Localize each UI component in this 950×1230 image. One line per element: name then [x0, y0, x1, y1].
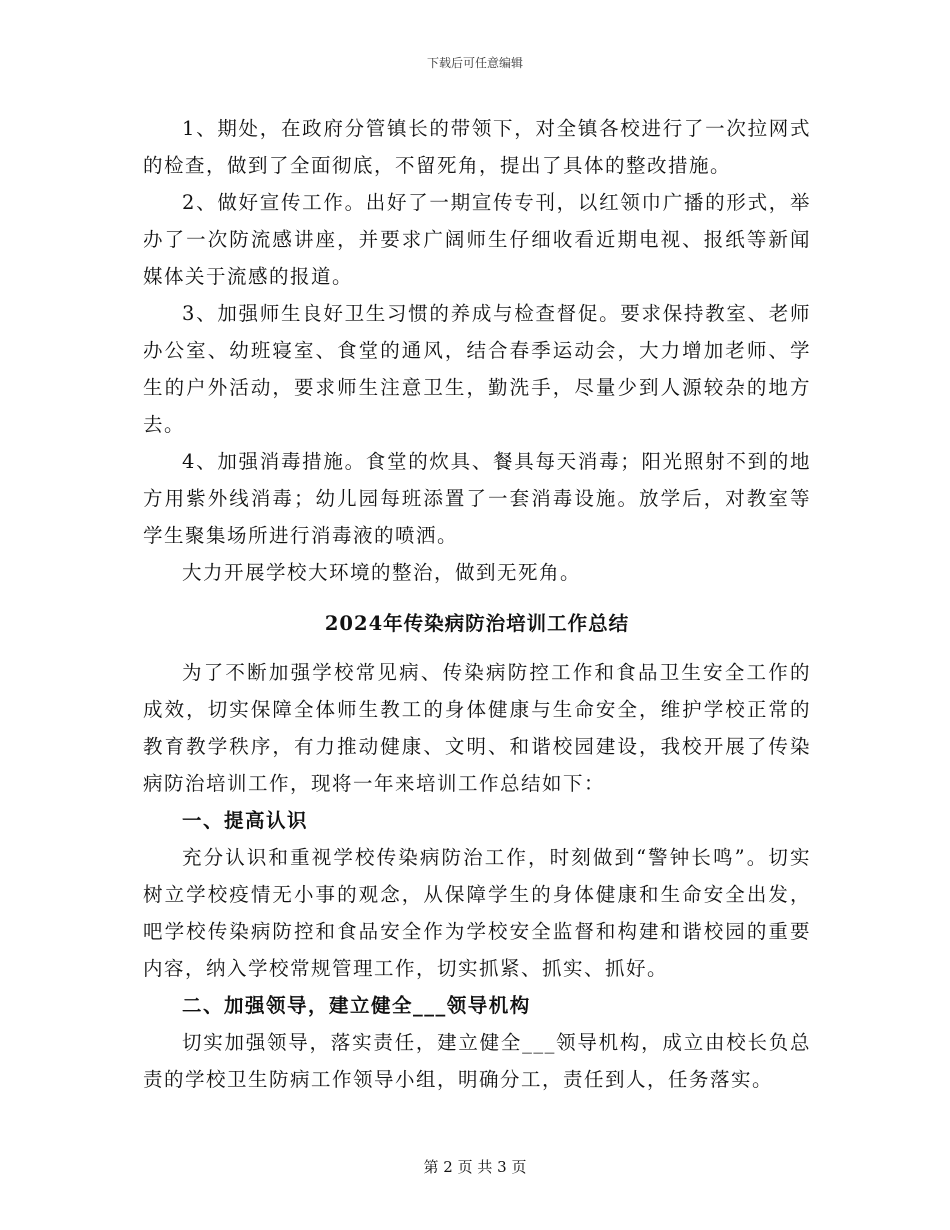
page-header-note: 下载后可任意编辑 — [426, 56, 523, 70]
paragraph-item-2: 2、做好宣传工作。出好了一期宣传专刊，以红领巾广播的形式，举办了一次防流感讲座，并要求广阔师生仔细收看近期电视、报纸等新闻媒体关于流感的报道。 — [143, 191, 811, 288]
paragraph-item-3: 3、加强师生良好卫生习惯的养成与检查督促。要求保持教室、老师办公室、幼班寝室、食堂的通风，结合春季运动会，大力增加老师、学生的户外活动，要求师生注意卫生，勤洗手，尽量少到人源较杂的地方去。 — [143, 302, 811, 436]
section-body-1: 充分认识和重视学校传染病防治工作，时刻做到“警钟长鸣”。切实树立学校疫情无小事的观念，从保障学生的身体健康和生命安全出发，吧学校传染病防控和食品安全作为学校安全监督和构建和谐校园的重要内容，纳入学校常规管理工作，切实抓紧、抓实、抓好。 — [143, 846, 811, 980]
page-number: 第 2 页 共 3 页 — [423, 1158, 527, 1176]
section-heading-1: 一、提高认识 — [182, 809, 309, 832]
intro-paragraph: 为了不断加强学校常见病、传染病防控工作和食品卫生安全工作的成效，切实保障全体师生教工的身体健康与生命安全，维护学校正常的教育教学秩序，有力推动健康、文明、和谐校园建设，我校开展了传染病防治培训工作，现将一年来培训工作总结如下： — [143, 661, 811, 795]
section-body-2: 切实加强领导，落实责任，建立健全___领导机构，成立由校长负总责的学校卫生防病工作领导小组，明确分工，责任到人，任务落实。 — [143, 1031, 811, 1091]
paragraph-item-4: 4、加强消毒措施。食堂的炊具、餐具每天消毒；阳光照射不到的地方用紫外线消毒；幼儿园每班添置了一套消毒设施。放学后，对教室等学生聚集场所进行消毒液的喷洒。 — [143, 450, 811, 547]
paragraph-environment: 大力开展学校大环境的整治，做到无死角。 — [182, 561, 582, 584]
paragraph-item-1: 1、期处，在政府分管镇长的带领下，对全镇各校进行了一次拉网式的检查，做到了全面彻底，不留死角，提出了具体的整改措施。 — [143, 117, 811, 177]
section-heading-2: 二、加强领导，建立健全___领导机构 — [182, 994, 531, 1017]
document-title: 2024年传染病防治培训工作总结 — [324, 612, 630, 635]
document-body — [143, 110, 811, 1098]
